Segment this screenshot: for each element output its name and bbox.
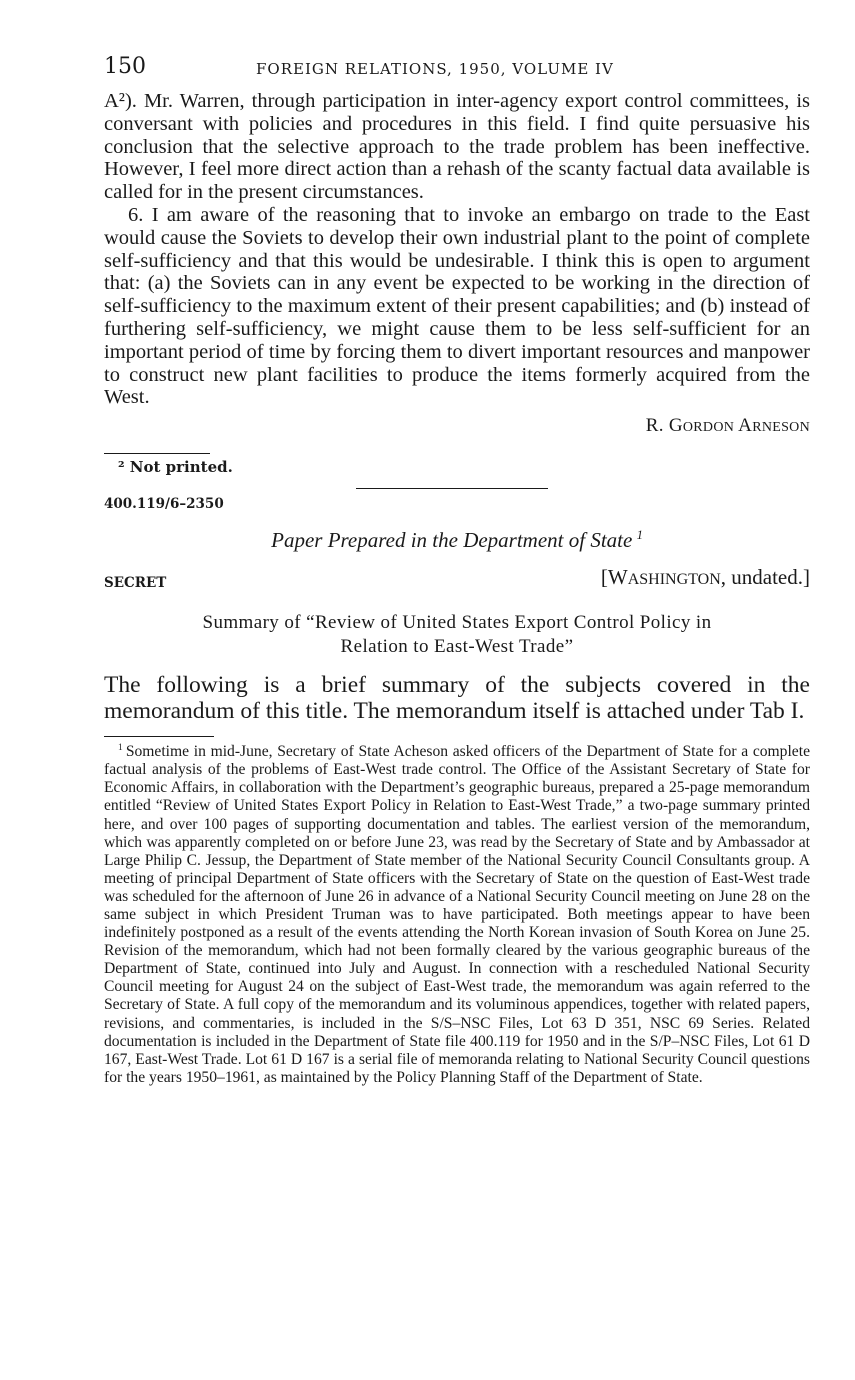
- paragraph-5-continuation: A²). Mr. Warren, through participation in inter-agency export control committees, is conversant with policies and procedures in this field. I find quite persuasive his conclusion that the selective approach to the trade problem has been ineffective. However, I feel more direct action than a rehash of the scanty factual data available is called for in the present circumstances.: [104, 90, 810, 204]
- place-rest: ASHINGTON: [627, 571, 721, 589]
- paragraph-6: 6. I am aware of the reasoning that to invoke an embargo on trade to the East would cause the Soviets to develop their own industrial plant to the point of complete self-sufficiency and that this would be undesirable. I think this is open to argument that: (a) the Soviets can in any event be expected to be working in the direction of self-sufficiency to the maximum extent of their present capabilities; and (b) instead of furthering self-sufficiency, we might cause them to be less self-sufficient for an important period of time by forcing them to divert important resources and manpower to construct new plant facilities to produce the items formerly acquired from the West.: [104, 203, 810, 409]
- summary-heading-line2: Relation to East-West Trade”: [340, 636, 574, 658]
- place-date: [601, 565, 810, 590]
- footnote-rule: [104, 736, 214, 737]
- center-rule: [356, 488, 548, 489]
- classification-row: [104, 565, 810, 605]
- document-title: [104, 528, 810, 553]
- signature-initial: R. G: [645, 415, 683, 437]
- lead-paragraph: The following is a brief summary of the subjects covered in the memorandum of this title. The memorandum itself is attached under Tab I.: [104, 672, 810, 724]
- signature: [104, 415, 810, 437]
- signature-first-rest: ORDON: [682, 420, 735, 436]
- place-open: [W: [600, 565, 628, 590]
- place-close: , undated.]: [720, 565, 810, 590]
- not-printed-note: ² Not printed.: [118, 458, 233, 477]
- signature-last-initial: A: [738, 415, 753, 437]
- page-number: 150: [104, 54, 146, 79]
- document-separator: [104, 488, 810, 528]
- footnote-text: Sometime in mid-June, Secretary of State Acheson asked officers of the Department of State for a complete factual analysis of the problems of East-West trade control. The Office of the Assistant Secretary of State for Economic Affairs, in collaboration with the Department’s geographic bureaus, prepared a 25-page memorandum entitled “Review of United States Export Policy in Relation to East-West Trade,” a two-page summary printed here, and over 100 pages of supporting documentation and tables. The earliest version of the memorandum, which was apparently completed on or before June 23, was read by the Secretary of State and by Ambassador at Large Philip C. Jessup, the Department of State member of the National Security Council Consultants group. A meeting of principal Department of State officers with the Secretary of State on the question of East-West trade was scheduled for the afternoon of June 26 in advance of a National Security Council meeting on June 28 on the same subject in which President Truman was to have participated. Both meetings appear to have been indefinitely postponed as a result of the events attending the North Korean invasion of South Korea on June 25. Revision of the memorandum, which had not been formally cleared by the various geographic bureaus of the Department of State, continued into July and August. In connection with a rescheduled National Security Council meeting for August 24 on the subject of East-West trade, the memorandum was again referred to the Secretary of State. A full copy of the memorandum and its voluminous appendices, together with related papers, revisions, and commentaries, is included in the S/S–NSC Files, Lot 63 D 351, NSC 69 Series. Related documentation is included in the Department of State file 400.119 for 1950 and in the S/P–NSC Files, Lot 61 D 167, East-West Trade. Lot 61 D 167 is a serial file of memoranda relating to National Security Council questions for the years 1950–1961, as maintained by the Policy Planning Staff of the Department of State.: [104, 743, 810, 1086]
- summary-heading-line1: Summary of “Review of United States Export Control Policy in: [202, 612, 712, 634]
- footnote-mark: 1: [118, 742, 123, 753]
- page-header: [104, 50, 810, 90]
- title-footnote-mark: 1: [636, 528, 643, 543]
- classification: SECRET: [104, 575, 167, 592]
- footnote-divider: [104, 453, 210, 454]
- footnote-1: [104, 743, 810, 1087]
- document-page: [104, 50, 810, 1087]
- document-title-text: Paper Prepared in the Department of State: [271, 528, 633, 553]
- running-head: FOREIGN RELATIONS, 1950, VOLUME IV: [256, 60, 614, 78]
- summary-heading: [104, 611, 810, 659]
- signature-last-rest: RNESON: [752, 420, 810, 436]
- file-reference: 400.119/6–2350: [104, 496, 224, 513]
